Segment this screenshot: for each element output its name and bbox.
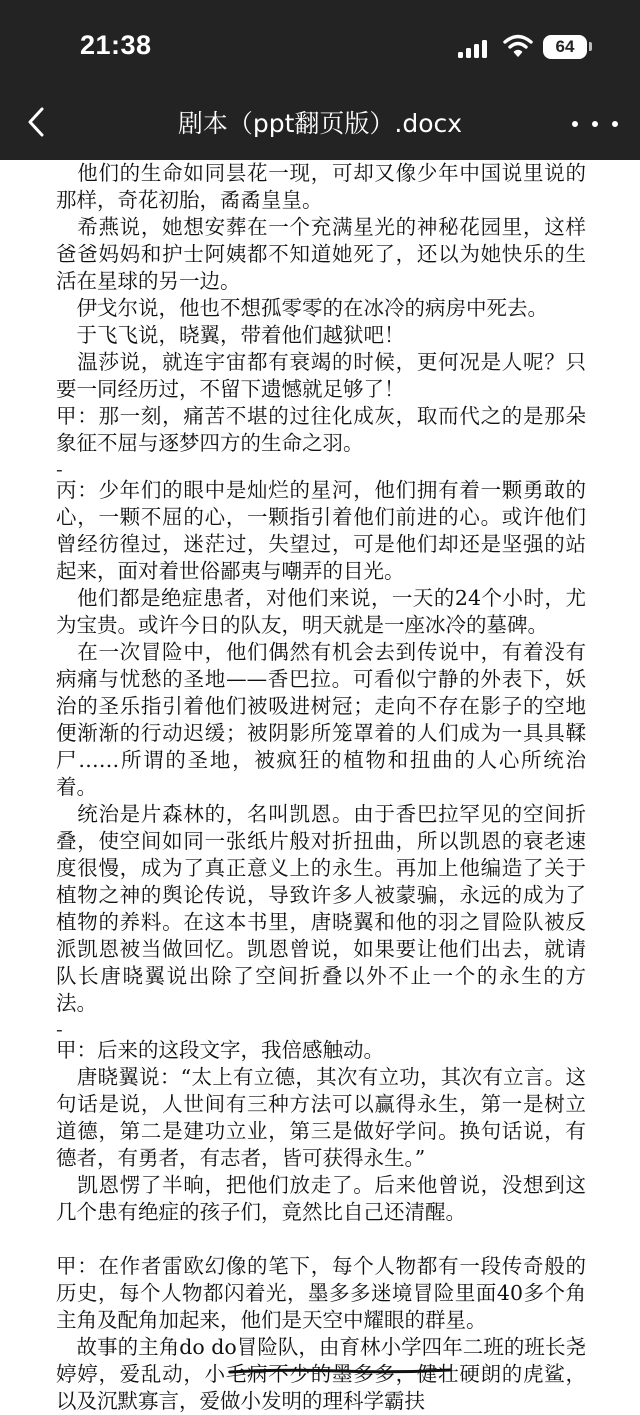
blank-line xyxy=(56,1226,586,1253)
paragraph: 甲：后来的这段文字，我倍感触动。 xyxy=(56,1038,384,1062)
paragraph: 他们的生命如同昙花一现，可却又像少年中国说里说的那样，奇花初胎，矞矞皇皇。 xyxy=(56,161,586,212)
underline-scribble xyxy=(230,1368,450,1374)
paragraph: 凯恩愣了半晌，把他们放走了。后来他曾说，没想到这几个患有绝症的孩子们，竟然比自己还清醒。 xyxy=(56,1173,586,1224)
paragraph: 他们都是绝症患者，对他们来说，一天的24个小时，尤为宝贵。或许今日的队友，明天就是一座冰冷的墓碑。 xyxy=(56,586,586,637)
document-content[interactable] xyxy=(0,160,640,1413)
paragraph: 希燕说，她想安葬在一个充满星光的神秘花园里，这样爸爸妈妈和护士阿姨都不知道她死了，还以为她快乐的生活在星球的另一边。 xyxy=(56,215,586,293)
document-title: 剧本（ppt翻页版）.docx xyxy=(177,109,463,138)
more-horizontal-icon-dot xyxy=(592,121,598,127)
battery-nub xyxy=(589,42,592,51)
top-bar xyxy=(0,0,640,160)
paragraph: 温莎说，就连宇宙都有衰竭的时候，更何况是人呢？只要一同经历过，不留下遗憾就足够了！ xyxy=(56,350,586,401)
back-button[interactable] xyxy=(18,100,54,144)
more-options-button[interactable] xyxy=(572,110,618,138)
wifi-icon xyxy=(503,34,533,58)
paragraph: 统治是片森林的，名叫凯恩。由于香巴拉罕见的空间折叠，使空间如同一张纸片般对折扭曲，所以凯恩的衰老速度很慢，成为了真正意义上的永生。再加上他编造了关于植物之神的舆论传说，导致许多人被蒙骗，永远的成为了植物的养料。在这本书里，唐晓翼和他的羽之冒险队被反派凯恩被当做回忆。凯恩曾说，如果要让他们出去，就请队长唐晓翼说出除了空间折叠以外不止一个的永生的方法。 xyxy=(56,802,586,1015)
paragraph: 丙：少年们的眼中是灿烂的星河，他们拥有着一颗勇敢的心，一颗不屈的心，一颗指引着他们前进的心。或许他们曾经彷徨过，迷茫过，失望过，可是他们却还是坚强的站起来，面对着世俗鄙夷与嘲弄的目光。 xyxy=(56,478,586,583)
paragraph: 于飞飞说，晓翼，带着他们越狱吧！ xyxy=(56,323,405,347)
chevron-left-icon xyxy=(26,106,46,138)
paragraph: 故事的主角do do冒险队，由育林小学四年二班的班长尧婷婷，爱乱动，小毛病不少的墨多多，健壮硬朗的虎鲨，以及沉默寡言，爱做小发明的理科学霸扶 xyxy=(56,1335,586,1413)
cellular-signal-icon xyxy=(458,38,490,58)
paragraph: 唐晓翼说：“太上有立德，其次有立功，其次有立言。这句话是说，人世间有三种方法可以赢得永生，第一是树立道德，第二是建功立业，第三是做好学问。换句话说，有德者，有勇者，有志者，皆可获得永生。” xyxy=(56,1065,586,1170)
separator-dash: - xyxy=(56,457,63,481)
status-time: 21:38 xyxy=(80,30,152,60)
separator-dash: - xyxy=(56,1017,63,1041)
paragraph: 在一次冒险中，他们偶然有机会去到传说中，有着没有病痛与忧愁的圣地——香巴拉。可看似宁静的外表下，妖治的圣乐指引着他们被吸进树冠；走向不存在影子的空地便渐渐的行动迟缓；被阴影所笼罩着的人们成为一具具鞣尸……所谓的圣地，被疯狂的植物和扭曲的人心所统治着。 xyxy=(56,640,586,799)
more-horizontal-icon-dot xyxy=(612,121,618,127)
paragraph: 伊戈尔说，他也不想孤零零的在冰冷的病房中死去。 xyxy=(56,296,548,320)
more-horizontal-icon-dot xyxy=(572,121,578,127)
paragraph: 甲：在作者雷欧幻像的笔下，每个人物都有一段传奇般的历史，每个人物都闪着光，墨多多迷境冒险里面40多个角主角及配角加起来，他们是天空中耀眼的群星。 xyxy=(56,1254,586,1332)
paragraph: 甲：那一刻，痛苦不堪的过往化成灰，取而代之的是那朵象征不屈与逐梦四方的生命之羽。 xyxy=(56,404,586,455)
battery-icon: 64 xyxy=(543,35,587,59)
